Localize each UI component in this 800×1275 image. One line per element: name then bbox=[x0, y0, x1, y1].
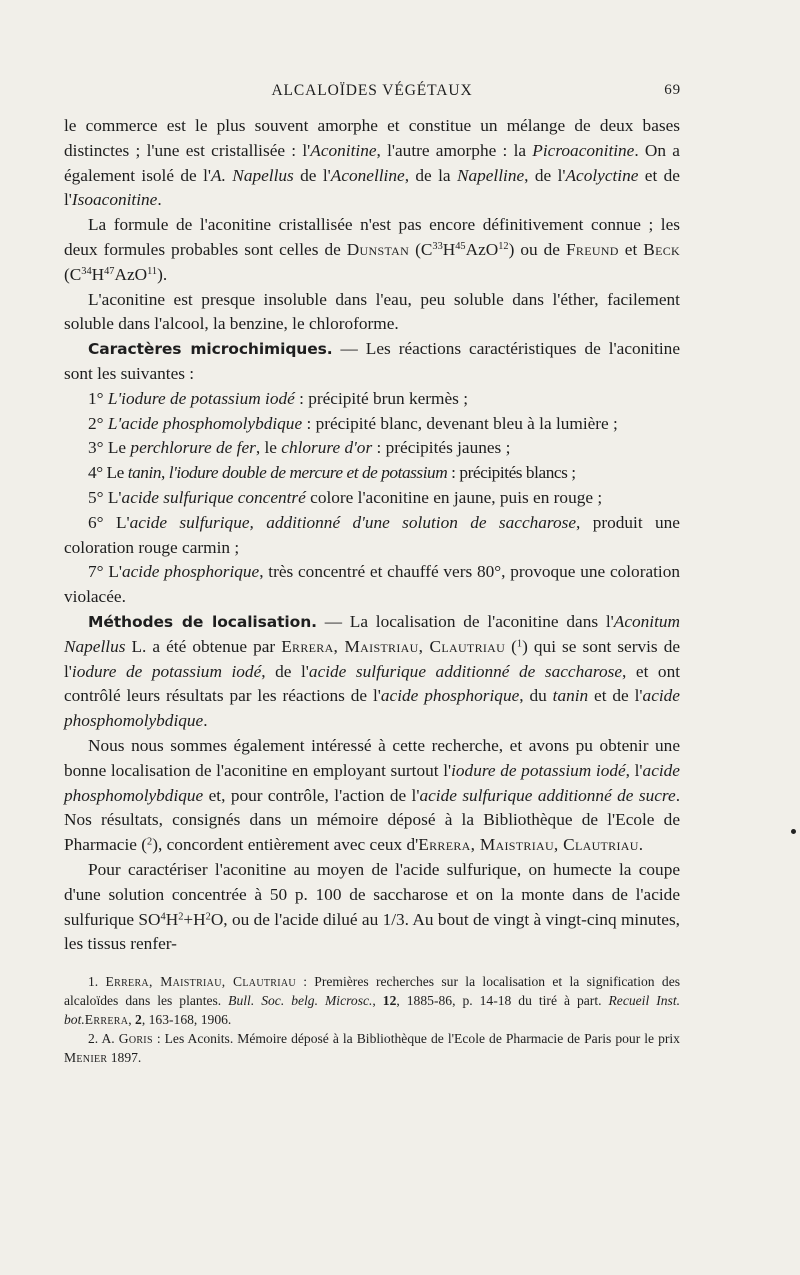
paragraph-localisation-methods: Méthodes de localisation. — La localisation de l'aconitine dans l'Aconitum Napellus L. a été obtenue par Errera, Maistriau, Clautriau ($^1$) qui se sont servis de l'iodure de potassium iodé, de l'acide sulfurique additionné de saccharose, et ont contrôlé leurs résultats par les réactions de l'acide phosphorique, du tanin et de l'acide phosphomolybdique. bbox=[64, 611, 681, 731]
paragraph-sulfuric-method: Pour caractériser l'aconitine au moyen de l'acide sulfurique, on humecte la coupe d'une solution concentrée à 50 p. 100 de saccharose et on la monte dans de l'acide sulfurique $SO^4H^2+H^2O$, ou de l'acide dilué au 1/3. Au bout de vingt à vingt-cinq minutes, les tissus renfer- bbox=[64, 859, 680, 954]
page-number: 69 bbox=[664, 82, 681, 98]
margin-dot bbox=[791, 829, 796, 834]
footnote-1: 1. Errera, Maistriau, Clautriau : Premières recherches sur la localisation et la signification des alcaloïdes dans les plantes. Bull. Soc. belg. Microsc., 12, 1885-86, p. 14-18 du tiré à part. Recueil Inst. bot.Errera, 2, 163-168, 1906. bbox=[64, 974, 681, 1028]
paragraph-aconitine-bases: le commerce est le plus souvent amorphe et constitue un mélange de deux bases distinctes ; l'une est cristallisée : l'Aconitine, l'autre amorphe : la Picroaconitine. On a également isolé de l'A. Napellus de l'Aconelline, de la Napelline, de l'Acolyctine et de l'Isoaconitine. bbox=[64, 116, 680, 210]
paragraph-microchemical: Caractères microchimiques. — Les réactions caractéristiques de l'aconitine sont les suivantes : bbox=[64, 339, 680, 383]
paragraph-our-research: Nous nous sommes également intéressé à cette recherche, et avons pu obtenir une bonne localisation de l'aconitine en employant surtout l'iodure de potassium iodé, l'acide phosphomolybdique et, pour contrôle, l'action de l'acide sulfurique additionné de sucre. Nos résultats, consignés dans un mémoire déposé à la Bibliothèque de l'Ecole de Pharmacie ($^2$), concordent entièrement avec ceux d'Errera, Maistriau, Clautriau. bbox=[64, 735, 681, 855]
body-text bbox=[64, 114, 680, 957]
running-title: ALCALOÏDES VÉGÉTAUX bbox=[271, 82, 473, 99]
list-item-1: 1° L'iodure de potassium iodé : précipité brun kermès ; bbox=[88, 388, 469, 408]
list-item-7: 7° L'acide phosphorique, très concentré et chauffé vers 80°, provoque une coloration violacée. bbox=[64, 562, 681, 607]
paragraph-solubility: L'aconitine est presque insoluble dans l'eau, peu soluble dans l'éther, facilement soluble dans l'alcool, la benzine, le chloroforme. bbox=[64, 289, 680, 334]
paragraph-formula: La formule de l'aconitine cristallisée n'est pas encore définitivement connue ; les deux formules probables sont celles de Dunstan $(C^{33}H^{45}AzO^{12})$ ou de Freund et Beck $(C^{34}H^{47}AzO^{11})$. bbox=[64, 215, 680, 284]
list-item-6: 6° L'acide sulfurique, additionné d'une solution de saccharose, produit une coloration rouge carmin ; bbox=[64, 512, 680, 557]
list-item-2: 2° L'acide phosphomolybdique : précipité blanc, devenant bleu à la lumière ; bbox=[88, 413, 618, 433]
footnotes bbox=[64, 972, 680, 1067]
page-content bbox=[64, 82, 680, 1067]
list-item-4: 4° Le tanin, l'iodure double de mercure et de potassium : précipités blancs ; bbox=[88, 463, 576, 483]
footnote-2: 2. A. Goris : Les Aconits. Mémoire déposé à la Bibliothèque de l'Ecole de Pharmacie de Paris pour le prix Menier 1897. bbox=[64, 1031, 680, 1066]
section-heading-microchemical: Caractères microchimiques. bbox=[88, 340, 333, 359]
list-item-3: 3° Le perchlorure de fer, le chlorure d'or : précipités jaunes ; bbox=[88, 438, 511, 458]
footnote-ref-2: 2 bbox=[147, 836, 153, 848]
list-item-5: 5° L'acide sulfurique concentré colore l'aconitine en jaune, puis en rouge ; bbox=[88, 487, 603, 507]
footnote-ref-1: 1 bbox=[516, 638, 523, 650]
running-header bbox=[64, 82, 680, 112]
section-heading-localisation: Méthodes de localisation. bbox=[88, 612, 317, 631]
